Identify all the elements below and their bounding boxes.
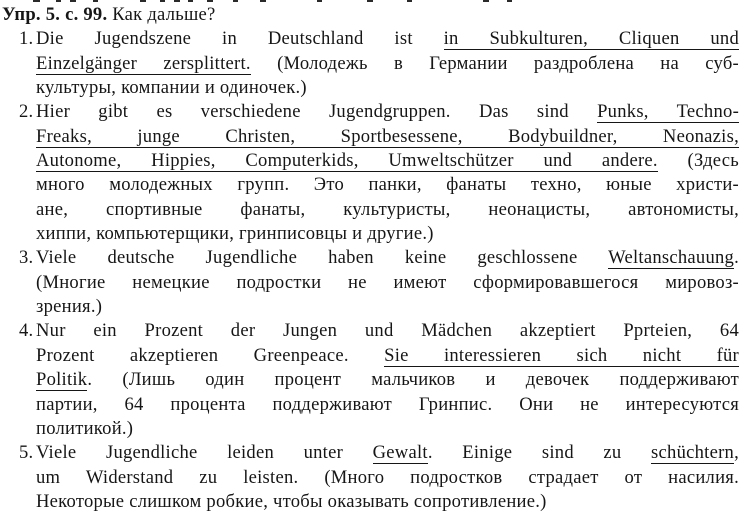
text-segment: um Widerstand zu leisten. (Много подростков страдает от насилия. — [36, 466, 739, 488]
underlined-segment: Punks, Techno- — [597, 101, 740, 123]
cropped-text-remnants — [0, 0, 743, 3]
text-segment: , — [734, 442, 739, 464]
list-item-4 — [0, 319, 743, 441]
underlined-segment: Gewalt — [372, 442, 428, 464]
text-segment: Nur ein Prozent der Jungen und Mädchen akzeptiert Pprteien, 64 — [36, 320, 739, 342]
text-segment: Prozent akzeptieren Greenpeace. — [36, 344, 385, 366]
text-line — [36, 368, 739, 392]
text-segment: (Многие немецкие подростки не имеют сформировавшегося мировоз- — [36, 271, 739, 293]
underlined-segment: in Subkulturen, Cliquen und — [443, 28, 739, 50]
list-item-3 — [0, 246, 743, 319]
text-line — [36, 52, 739, 76]
item-number: 1. — [19, 28, 34, 50]
text-segment: много молодежных групп. Это панки, фанаты техно, юные христи- — [36, 174, 739, 196]
exercise-question: Как дальше? — [107, 4, 216, 25]
text-line — [36, 490, 739, 514]
text-segment: . Einige sind zu — [427, 442, 652, 464]
list-item-5 — [0, 441, 743, 514]
item-number: 2. — [19, 101, 34, 123]
text-line — [36, 319, 739, 343]
exercise-number-label: Упр. 5. с. 99. — [2, 4, 108, 25]
text-segment: Некоторые слишком робкие, чтобы оказывать сопротивление.) — [36, 490, 547, 512]
text-segment: Hier gibt es verschiedene Jugendgruppen. Das sind — [36, 101, 598, 123]
text-segment: культуры, компании и одиночек.) — [36, 77, 307, 99]
exercise-heading — [0, 3, 743, 27]
list-item-2 — [0, 100, 743, 246]
text-segment: зрения.) — [36, 296, 103, 318]
text-line — [36, 246, 739, 270]
underlined-segment: Freaks, junge Christen, Sportbesessene, Bodybuildner, Neonazis, — [36, 125, 739, 147]
text-line — [36, 441, 739, 465]
text-segment: Die Jugendszene in Deutschland ist — [36, 28, 444, 50]
item-number: 3. — [19, 247, 34, 269]
item-number: 5. — [19, 442, 34, 464]
text-line — [36, 222, 739, 246]
text-line — [36, 393, 739, 417]
text-line — [36, 417, 739, 441]
text-segment: Viele Jugendliche leiden unter — [36, 442, 373, 464]
underlined-segment: Autonome, Hippies, Computerkids, Umweltschützer und andere. — [36, 150, 658, 172]
text-segment: (Здесь — [657, 150, 739, 172]
underlined-segment: Politik — [36, 369, 88, 391]
text-line — [36, 344, 739, 368]
text-line — [36, 100, 739, 124]
underlined-segment: schüchtern — [651, 442, 735, 464]
underlined-segment: Weltanschauung — [608, 247, 735, 269]
text-segment: Viele deutsche Jugendliche haben keine geschlossene — [36, 247, 609, 269]
text-segment: хиппи, компьютерщики, гринписовцы и другие.) — [36, 223, 434, 245]
text-segment: . (Лишь один процент мальчиков и девочек поддерживают — [87, 369, 739, 391]
text-line — [36, 27, 739, 51]
text-line — [36, 466, 739, 490]
text-line — [36, 173, 739, 197]
text-segment: ане, спортивные фанаты, культуристы, неонацисты, автономисты, — [36, 198, 739, 220]
text-segment: политикой.) — [36, 417, 134, 439]
text-line — [36, 149, 739, 173]
underlined-segment: Sie interessieren sich nicht für — [384, 344, 739, 366]
answer-list — [0, 27, 743, 514]
text-line — [36, 271, 739, 295]
text-line — [36, 295, 739, 319]
list-item-1 — [0, 27, 743, 100]
text-segment: партии, 64 процента поддерживают Гринпис. Они не интересуются — [36, 393, 739, 415]
text-line — [36, 125, 739, 149]
text-line — [36, 198, 739, 222]
item-number: 4. — [19, 320, 34, 342]
text-segment: . — [734, 247, 739, 269]
text-line — [36, 76, 739, 100]
underlined-segment: Einzelgänger zersplittert. — [36, 52, 251, 74]
text-segment: (Молодежь в Германии раздроблена на суб- — [250, 52, 740, 74]
